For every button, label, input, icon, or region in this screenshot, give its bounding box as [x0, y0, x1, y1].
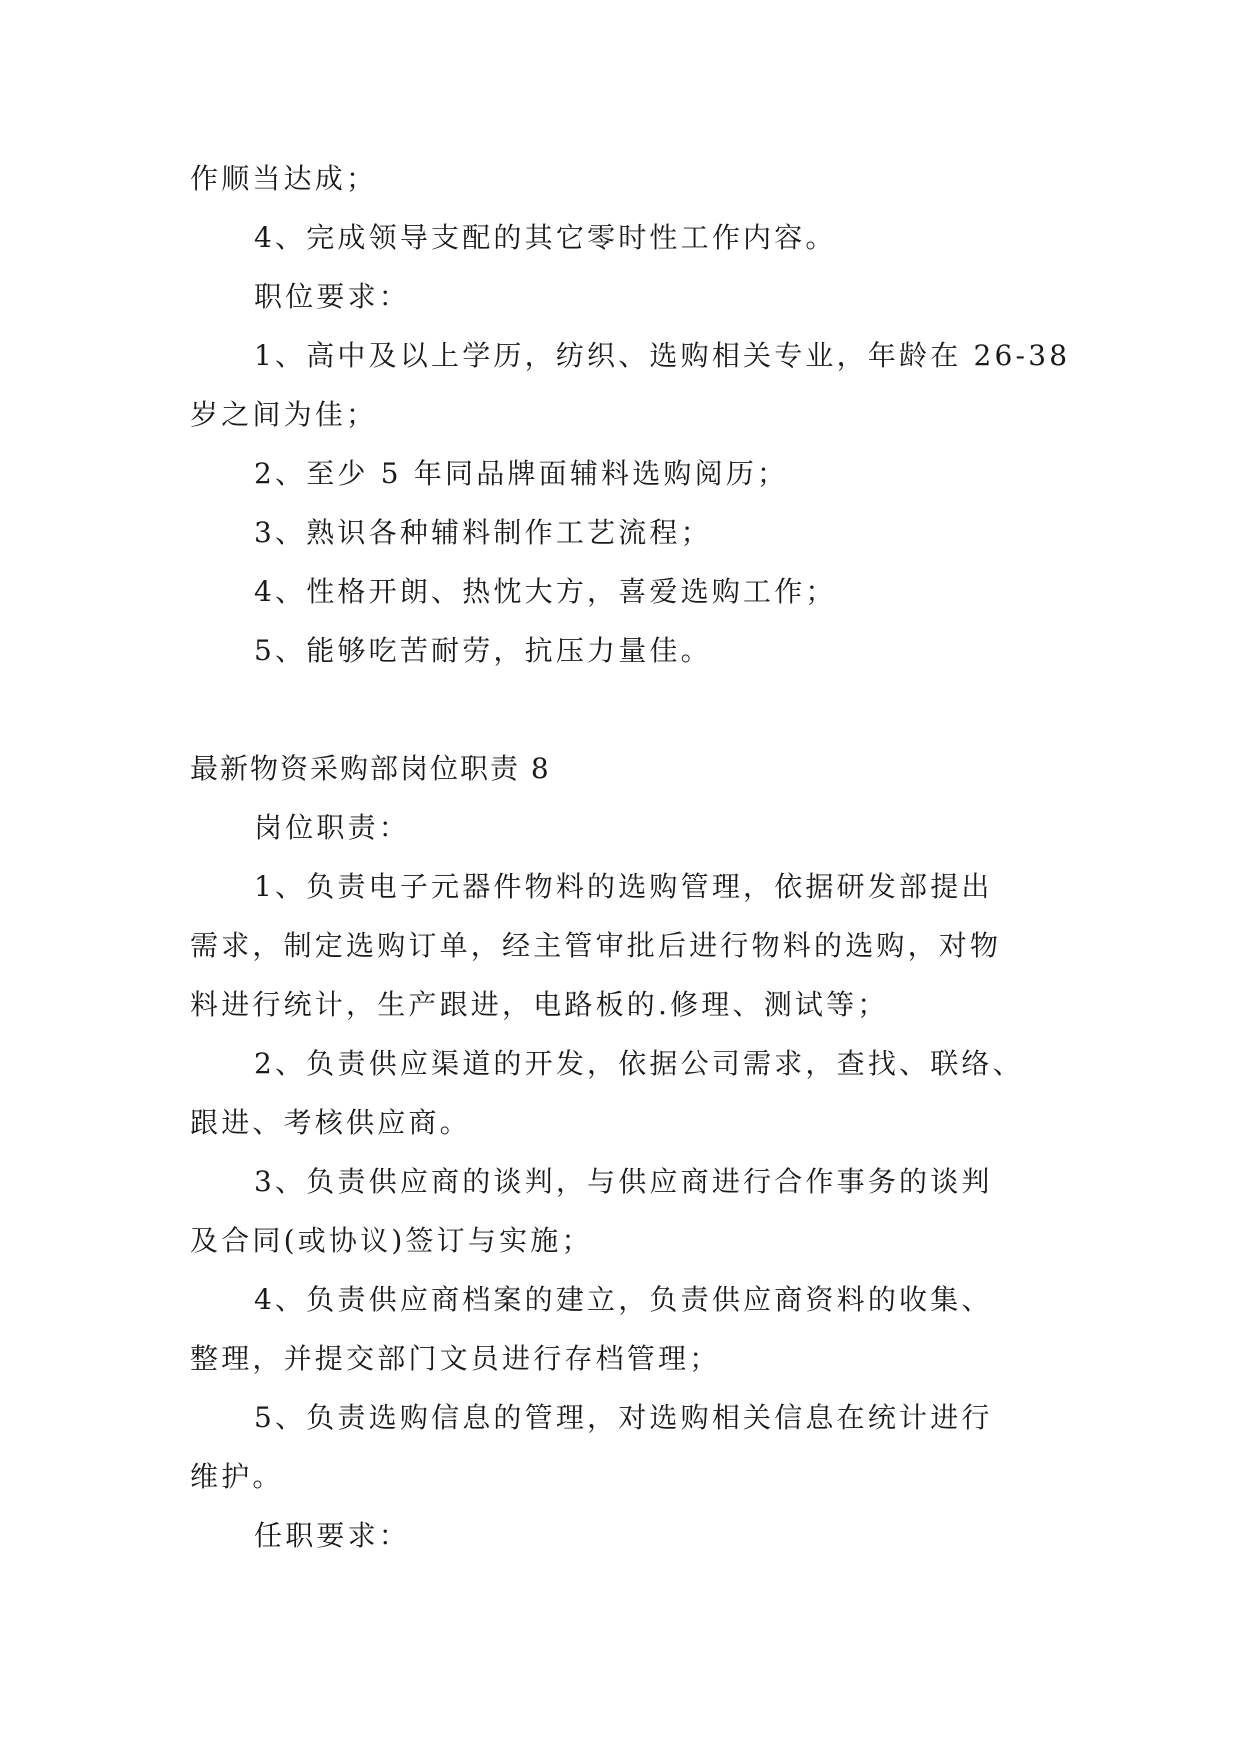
paragraph-line: 料进行统计，生产跟进，电路板的.修理、测试等； [190, 988, 889, 1021]
list-item: 5、负责选购信息的管理，对选购相关信息在统计进行 [254, 1401, 993, 1434]
list-item: 1、高中及以上学历，纺织、选购相关专业，年龄在 26-38 [254, 339, 1071, 372]
list-item: 4、负责供应商档案的建立，负责供应商资料的收集、 [254, 1283, 993, 1316]
list-item: 4、性格开朗、热忱大方，喜爱选购工作； [254, 575, 837, 608]
list-item: 2、至少 5 年同品牌面辅料选购阅历； [254, 457, 789, 490]
list-item: 3、负责供应商的谈判，与供应商进行合作事务的谈判 [254, 1165, 993, 1198]
list-item: 4、完成领导支配的其它零时性工作内容。 [254, 221, 837, 254]
paragraph-line: 维护。 [190, 1460, 284, 1493]
list-item: 2、负责供应渠道的开发，依据公司需求，查找、联络、 [254, 1047, 1024, 1080]
section-heading: 任职要求： [254, 1519, 411, 1552]
list-item: 3、熟识各种辅料制作工艺流程； [254, 516, 712, 549]
paragraph-line: 及合同(或协议)签订与实施； [190, 1224, 593, 1257]
section-title: 最新物资采购部岗位职责 8 [190, 752, 551, 785]
paragraph-line: 跟进、考核供应商。 [190, 1106, 471, 1139]
paragraph-line: 需求，制定选购订单，经主管审批后进行物料的选购，对物 [190, 929, 1002, 962]
paragraph-line: 整理，并提交部门文员进行存档管理； [190, 1342, 721, 1375]
paragraph-line: 岁之间为佳； [190, 398, 378, 431]
list-item: 5、能够吃苦耐劳，抗压力量佳。 [254, 634, 712, 667]
paragraph-line: 作顺当达成； [190, 162, 378, 195]
section-heading: 职位要求： [254, 280, 411, 313]
section-heading: 岗位职责： [254, 811, 411, 844]
list-item: 1、负责电子元器件物料的选购管理，依据研发部提出 [254, 870, 993, 903]
